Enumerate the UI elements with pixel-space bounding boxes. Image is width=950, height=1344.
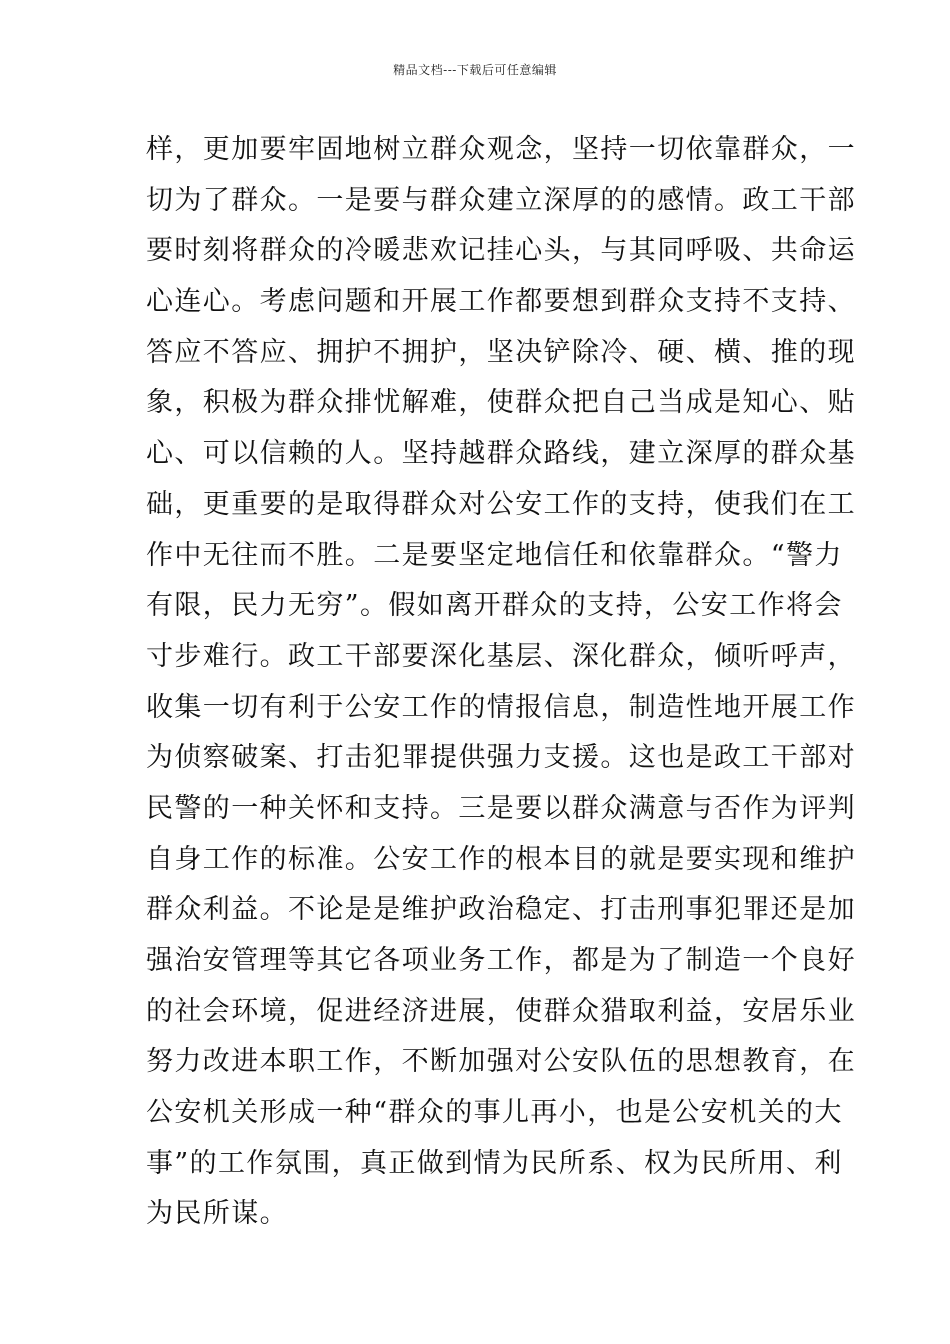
text-line: 收集一切有利于公安工作的情报信息，制造性地开展工作 bbox=[146, 691, 856, 723]
text-line: 努力改进本职工作，不断加强对公安队伍的思想教育，在 bbox=[146, 1046, 856, 1078]
text-line: 强治安管理等其它各项业务工作，都是为了制造一个良好 bbox=[146, 945, 856, 976]
text-line: 有限，民力无穷”。假如离开群众的支持，公安工作将会 bbox=[146, 590, 843, 622]
text-line: 的社会环境，促进经济进展，使群众猎取利益，安居乐业 bbox=[146, 995, 856, 1027]
text-line: 心、可以信赖的人。坚持越群众路线，建立深厚的群众基 bbox=[146, 438, 856, 470]
text-line: 样，更加要牢固地树立群众观念，坚持一切依靠群众，一 bbox=[146, 134, 856, 165]
text-line: 公安机关形成一种“群众的事儿再小，也是公安机关的大 bbox=[146, 1097, 843, 1129]
text-line: 为侦察破案、打击犯罪提供强力支援。这也是政工干部对 bbox=[146, 742, 856, 774]
text-line: 为民所谋。 bbox=[146, 1198, 288, 1230]
text-line: 切为了群众。一是要与群众建立深厚的的感情。政工干部 bbox=[146, 184, 856, 216]
text-line: 要时刻将群众的冷暖悲欢记挂心头，与其同呼吸、共命运 bbox=[146, 235, 856, 267]
text-line: 心连心。考虑问题和开展工作都要想到群众支持不支持、 bbox=[146, 286, 856, 318]
text-line: 础，更重要的是取得群众对公安工作的支持，使我们在工 bbox=[146, 488, 856, 520]
text-line: 象，积极为群众排忧解难，使群众把自己当成是知心、贴 bbox=[146, 387, 856, 419]
text-line: 自身工作的标准。公安工作的根本目的就是要实现和维护 bbox=[146, 843, 856, 875]
text-line: 作中无往而不胜。二是要坚定地信任和依靠群众。“警力 bbox=[146, 539, 843, 571]
body-paragraph bbox=[146, 125, 856, 1240]
page-header: 精品文档---下载后可任意编辑 bbox=[393, 63, 557, 77]
text-line: 群众利益。不论是是维护政治稳定、打击刑事犯罪还是加 bbox=[146, 894, 856, 926]
text-line: 民警的一种关怀和支持。三是要以群众满意与否作为评判 bbox=[146, 792, 856, 824]
text-line: 事”的工作氛围，真正做到情为民所系、权为民所用、利 bbox=[146, 1147, 843, 1179]
text-line: 答应不答应、拥护不拥护，坚决铲除冷、硬、横、推的现 bbox=[146, 336, 856, 368]
text-line: 寸步难行。政工干部要深化基层、深化群众，倾听呼声， bbox=[146, 640, 856, 672]
